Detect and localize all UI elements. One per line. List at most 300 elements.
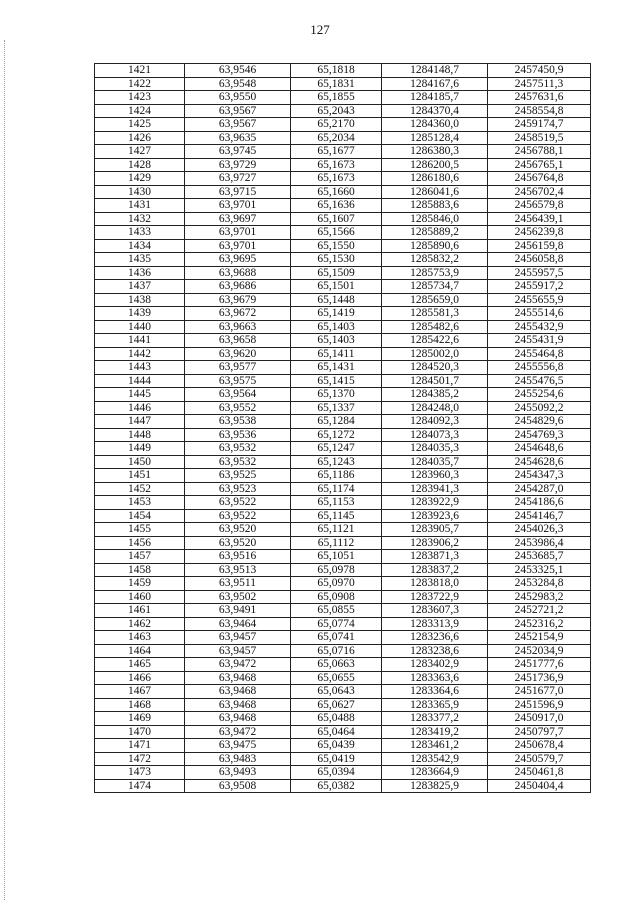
- point-number-cell: 1429: [95, 172, 185, 186]
- coord-y-cell: 2454769,3: [488, 428, 591, 442]
- coord-x-cell: 1284248,0: [382, 401, 488, 415]
- latitude-cell: 63,9532: [185, 455, 291, 469]
- table-row: [95, 145, 591, 159]
- longitude-cell: 65,1673: [291, 172, 382, 186]
- coord-y-cell: 2454186,6: [488, 496, 591, 510]
- coord-x-cell: 1283941,3: [382, 482, 488, 496]
- coord-x-cell: 1284370,4: [382, 104, 488, 118]
- point-number-cell: 1434: [95, 239, 185, 253]
- coord-x-cell: 1285846,0: [382, 212, 488, 226]
- table-row: [95, 401, 591, 415]
- latitude-cell: 63,9567: [185, 118, 291, 132]
- longitude-cell: 65,1411: [291, 347, 382, 361]
- coord-x-cell: 1283664,9: [382, 766, 488, 780]
- coord-y-cell: 2454026,3: [488, 523, 591, 537]
- latitude-cell: 63,9688: [185, 266, 291, 280]
- page-number: 127: [310, 22, 330, 37]
- latitude-cell: 63,9701: [185, 226, 291, 240]
- longitude-cell: 65,1660: [291, 185, 382, 199]
- table-row: [95, 604, 591, 618]
- longitude-cell: 65,1415: [291, 374, 382, 388]
- page-edge-rule: [4, 40, 5, 900]
- latitude-cell: 63,9457: [185, 644, 291, 658]
- longitude-cell: 65,1818: [291, 64, 382, 78]
- longitude-cell: 65,0741: [291, 631, 382, 645]
- coord-y-cell: 2455431,9: [488, 334, 591, 348]
- coord-y-cell: 2456788,1: [488, 145, 591, 159]
- longitude-cell: 65,2170: [291, 118, 382, 132]
- longitude-cell: 65,0382: [291, 779, 382, 793]
- coord-x-cell: 1285002,0: [382, 347, 488, 361]
- longitude-cell: 65,1431: [291, 361, 382, 375]
- coord-x-cell: 1285422,6: [382, 334, 488, 348]
- longitude-cell: 65,1174: [291, 482, 382, 496]
- coord-x-cell: 1283236,6: [382, 631, 488, 645]
- coord-y-cell: 2456764,8: [488, 172, 591, 186]
- point-number-cell: 1424: [95, 104, 185, 118]
- coord-x-cell: 1285128,4: [382, 131, 488, 145]
- table-row: [95, 172, 591, 186]
- coord-x-cell: 1283542,9: [382, 752, 488, 766]
- table-row: [95, 685, 591, 699]
- longitude-cell: 65,0663: [291, 658, 382, 672]
- coord-y-cell: 2456439,1: [488, 212, 591, 226]
- table-row: [95, 307, 591, 321]
- coord-y-cell: 2451736,9: [488, 671, 591, 685]
- point-number-cell: 1474: [95, 779, 185, 793]
- latitude-cell: 63,9493: [185, 766, 291, 780]
- coord-y-cell: 2456239,8: [488, 226, 591, 240]
- coord-x-cell: 1284360,0: [382, 118, 488, 132]
- coord-x-cell: 1286180,6: [382, 172, 488, 186]
- table-row: [95, 415, 591, 429]
- table-row: [95, 644, 591, 658]
- table-row: [95, 131, 591, 145]
- coord-y-cell: 2453284,8: [488, 577, 591, 591]
- coord-x-cell: 1285883,6: [382, 199, 488, 213]
- point-number-cell: 1423: [95, 91, 185, 105]
- coord-x-cell: 1285734,7: [382, 280, 488, 294]
- latitude-cell: 63,9701: [185, 239, 291, 253]
- table-row: [95, 104, 591, 118]
- coord-y-cell: 2450797,7: [488, 725, 591, 739]
- point-number-cell: 1422: [95, 77, 185, 91]
- table-row: [95, 199, 591, 213]
- point-number-cell: 1433: [95, 226, 185, 240]
- coord-x-cell: 1283871,3: [382, 550, 488, 564]
- coord-y-cell: 2451596,9: [488, 698, 591, 712]
- point-number-cell: 1461: [95, 604, 185, 618]
- table-row: [95, 523, 591, 537]
- point-number-cell: 1438: [95, 293, 185, 307]
- coord-x-cell: 1283722,9: [382, 590, 488, 604]
- coord-y-cell: 2450678,4: [488, 739, 591, 753]
- longitude-cell: 65,1855: [291, 91, 382, 105]
- table-row: [95, 293, 591, 307]
- latitude-cell: 63,9508: [185, 779, 291, 793]
- table-row: [95, 77, 591, 91]
- latitude-cell: 63,9538: [185, 415, 291, 429]
- longitude-cell: 65,1051: [291, 550, 382, 564]
- latitude-cell: 63,9686: [185, 280, 291, 294]
- longitude-cell: 65,1186: [291, 469, 382, 483]
- coord-x-cell: 1284092,3: [382, 415, 488, 429]
- longitude-cell: 65,1370: [291, 388, 382, 402]
- point-number-cell: 1426: [95, 131, 185, 145]
- coord-x-cell: 1283906,2: [382, 536, 488, 550]
- coord-x-cell: 1283922,9: [382, 496, 488, 510]
- point-number-cell: 1444: [95, 374, 185, 388]
- coord-y-cell: 2455464,8: [488, 347, 591, 361]
- coord-x-cell: 1283365,9: [382, 698, 488, 712]
- longitude-cell: 65,1501: [291, 280, 382, 294]
- longitude-cell: 65,1419: [291, 307, 382, 321]
- latitude-cell: 63,9520: [185, 523, 291, 537]
- point-number-cell: 1448: [95, 428, 185, 442]
- coord-x-cell: 1285581,3: [382, 307, 488, 321]
- coord-x-cell: 1284073,3: [382, 428, 488, 442]
- coord-y-cell: 2456765,1: [488, 158, 591, 172]
- longitude-cell: 65,1247: [291, 442, 382, 456]
- point-number-cell: 1442: [95, 347, 185, 361]
- table-row: [95, 226, 591, 240]
- coord-y-cell: 2454648,6: [488, 442, 591, 456]
- longitude-cell: 65,1243: [291, 455, 382, 469]
- longitude-cell: 65,1550: [291, 239, 382, 253]
- point-number-cell: 1428: [95, 158, 185, 172]
- latitude-cell: 63,9575: [185, 374, 291, 388]
- coord-y-cell: 2452034,9: [488, 644, 591, 658]
- point-number-cell: 1453: [95, 496, 185, 510]
- coordinates-table: [94, 63, 591, 793]
- point-number-cell: 1458: [95, 563, 185, 577]
- coord-y-cell: 2452983,2: [488, 590, 591, 604]
- longitude-cell: 65,1566: [291, 226, 382, 240]
- table-row: [95, 347, 591, 361]
- table-row: [95, 671, 591, 685]
- point-number-cell: 1451: [95, 469, 185, 483]
- coord-x-cell: 1284520,3: [382, 361, 488, 375]
- point-number-cell: 1469: [95, 712, 185, 726]
- point-number-cell: 1466: [95, 671, 185, 685]
- point-number-cell: 1439: [95, 307, 185, 321]
- coord-x-cell: 1283905,7: [382, 523, 488, 537]
- longitude-cell: 65,1530: [291, 253, 382, 267]
- table-row: [95, 158, 591, 172]
- coord-y-cell: 2455556,8: [488, 361, 591, 375]
- point-number-cell: 1449: [95, 442, 185, 456]
- coord-y-cell: 2450404,4: [488, 779, 591, 793]
- latitude-cell: 63,9513: [185, 563, 291, 577]
- table-row: [95, 779, 591, 793]
- longitude-cell: 65,1112: [291, 536, 382, 550]
- latitude-cell: 63,9516: [185, 550, 291, 564]
- point-number-cell: 1437: [95, 280, 185, 294]
- coord-x-cell: 1283818,0: [382, 577, 488, 591]
- latitude-cell: 63,9567: [185, 104, 291, 118]
- point-number-cell: 1447: [95, 415, 185, 429]
- point-number-cell: 1473: [95, 766, 185, 780]
- latitude-cell: 63,9552: [185, 401, 291, 415]
- coord-x-cell: 1284148,7: [382, 64, 488, 78]
- table-row: [95, 590, 591, 604]
- longitude-cell: 65,0643: [291, 685, 382, 699]
- longitude-cell: 65,0774: [291, 617, 382, 631]
- point-number-cell: 1455: [95, 523, 185, 537]
- point-number-cell: 1460: [95, 590, 185, 604]
- latitude-cell: 63,9548: [185, 77, 291, 91]
- latitude-cell: 63,9511: [185, 577, 291, 591]
- longitude-cell: 65,0978: [291, 563, 382, 577]
- coord-y-cell: 2455092,2: [488, 401, 591, 415]
- coord-y-cell: 2454628,6: [488, 455, 591, 469]
- coord-x-cell: 1283363,6: [382, 671, 488, 685]
- latitude-cell: 63,9523: [185, 482, 291, 496]
- coord-x-cell: 1283461,2: [382, 739, 488, 753]
- longitude-cell: 65,0855: [291, 604, 382, 618]
- coord-y-cell: 2454829,6: [488, 415, 591, 429]
- coord-y-cell: 2453685,7: [488, 550, 591, 564]
- latitude-cell: 63,9729: [185, 158, 291, 172]
- table-row: [95, 428, 591, 442]
- latitude-cell: 63,9672: [185, 307, 291, 321]
- table-row: [95, 253, 591, 267]
- latitude-cell: 63,9727: [185, 172, 291, 186]
- coord-x-cell: 1285753,9: [382, 266, 488, 280]
- point-number-cell: 1432: [95, 212, 185, 226]
- longitude-cell: 65,1145: [291, 509, 382, 523]
- coord-x-cell: 1284385,2: [382, 388, 488, 402]
- coord-y-cell: 2452154,9: [488, 631, 591, 645]
- point-number-cell: 1457: [95, 550, 185, 564]
- latitude-cell: 63,9472: [185, 725, 291, 739]
- coord-y-cell: 2455957,5: [488, 266, 591, 280]
- coord-x-cell: 1283607,3: [382, 604, 488, 618]
- table-row: [95, 361, 591, 375]
- longitude-cell: 65,0394: [291, 766, 382, 780]
- point-number-cell: 1471: [95, 739, 185, 753]
- longitude-cell: 65,0627: [291, 698, 382, 712]
- coord-x-cell: 1285890,6: [382, 239, 488, 253]
- latitude-cell: 63,9522: [185, 509, 291, 523]
- coord-x-cell: 1283825,9: [382, 779, 488, 793]
- latitude-cell: 63,9663: [185, 320, 291, 334]
- coord-x-cell: 1283402,9: [382, 658, 488, 672]
- coord-y-cell: 2456159,8: [488, 239, 591, 253]
- table-row: [95, 550, 591, 564]
- longitude-cell: 65,0488: [291, 712, 382, 726]
- coord-x-cell: 1284035,3: [382, 442, 488, 456]
- latitude-cell: 63,9475: [185, 739, 291, 753]
- coord-x-cell: 1283238,6: [382, 644, 488, 658]
- latitude-cell: 63,9468: [185, 671, 291, 685]
- latitude-cell: 63,9472: [185, 658, 291, 672]
- longitude-cell: 65,1607: [291, 212, 382, 226]
- coord-y-cell: 2454347,3: [488, 469, 591, 483]
- coord-y-cell: 2457631,6: [488, 91, 591, 105]
- table-row: [95, 698, 591, 712]
- point-number-cell: 1441: [95, 334, 185, 348]
- table-row: [95, 212, 591, 226]
- table-row: [95, 266, 591, 280]
- coord-x-cell: 1284167,6: [382, 77, 488, 91]
- table-row: [95, 185, 591, 199]
- longitude-cell: 65,1509: [291, 266, 382, 280]
- table-row: [95, 577, 591, 591]
- table-row: [95, 334, 591, 348]
- latitude-cell: 63,9550: [185, 91, 291, 105]
- coord-x-cell: 1283837,2: [382, 563, 488, 577]
- coord-y-cell: 2454146,7: [488, 509, 591, 523]
- table-row: [95, 509, 591, 523]
- coord-y-cell: 2451777,6: [488, 658, 591, 672]
- longitude-cell: 65,2034: [291, 131, 382, 145]
- coord-y-cell: 2451677,0: [488, 685, 591, 699]
- table-row: [95, 563, 591, 577]
- longitude-cell: 65,0908: [291, 590, 382, 604]
- coord-y-cell: 2455476,5: [488, 374, 591, 388]
- coord-y-cell: 2457450,9: [488, 64, 591, 78]
- latitude-cell: 63,9697: [185, 212, 291, 226]
- point-number-cell: 1440: [95, 320, 185, 334]
- longitude-cell: 65,1403: [291, 334, 382, 348]
- table-row: [95, 739, 591, 753]
- coord-y-cell: 2456702,4: [488, 185, 591, 199]
- table-row: [95, 496, 591, 510]
- coord-y-cell: 2452316,2: [488, 617, 591, 631]
- longitude-cell: 65,1636: [291, 199, 382, 213]
- coord-y-cell: 2455917,2: [488, 280, 591, 294]
- coord-x-cell: 1283419,2: [382, 725, 488, 739]
- table-row: [95, 617, 591, 631]
- coord-y-cell: 2455655,9: [488, 293, 591, 307]
- point-number-cell: 1435: [95, 253, 185, 267]
- point-number-cell: 1459: [95, 577, 185, 591]
- coord-y-cell: 2453325,1: [488, 563, 591, 577]
- point-number-cell: 1463: [95, 631, 185, 645]
- coordinates-table-body: [95, 64, 591, 793]
- longitude-cell: 65,0419: [291, 752, 382, 766]
- point-number-cell: 1454: [95, 509, 185, 523]
- table-row: [95, 320, 591, 334]
- latitude-cell: 63,9745: [185, 145, 291, 159]
- coord-y-cell: 2452721,2: [488, 604, 591, 618]
- coord-x-cell: 1283923,6: [382, 509, 488, 523]
- longitude-cell: 65,1272: [291, 428, 382, 442]
- latitude-cell: 63,9520: [185, 536, 291, 550]
- latitude-cell: 63,9577: [185, 361, 291, 375]
- latitude-cell: 63,9701: [185, 199, 291, 213]
- point-number-cell: 1467: [95, 685, 185, 699]
- table-row: [95, 442, 591, 456]
- latitude-cell: 63,9536: [185, 428, 291, 442]
- point-number-cell: 1456: [95, 536, 185, 550]
- point-number-cell: 1436: [95, 266, 185, 280]
- table-row: [95, 658, 591, 672]
- point-number-cell: 1421: [95, 64, 185, 78]
- table-row: [95, 712, 591, 726]
- coord-x-cell: 1286380,3: [382, 145, 488, 159]
- latitude-cell: 63,9715: [185, 185, 291, 199]
- coord-y-cell: 2455254,6: [488, 388, 591, 402]
- coord-x-cell: 1285832,2: [382, 253, 488, 267]
- coord-y-cell: 2458554,8: [488, 104, 591, 118]
- coord-x-cell: 1285482,6: [382, 320, 488, 334]
- coord-x-cell: 1283377,2: [382, 712, 488, 726]
- latitude-cell: 63,9468: [185, 685, 291, 699]
- point-number-cell: 1450: [95, 455, 185, 469]
- latitude-cell: 63,9658: [185, 334, 291, 348]
- point-number-cell: 1431: [95, 199, 185, 213]
- longitude-cell: 65,0464: [291, 725, 382, 739]
- point-number-cell: 1468: [95, 698, 185, 712]
- coord-y-cell: 2450917,0: [488, 712, 591, 726]
- table-row: [95, 482, 591, 496]
- table-row: [95, 64, 591, 78]
- longitude-cell: 65,1448: [291, 293, 382, 307]
- latitude-cell: 63,9564: [185, 388, 291, 402]
- coord-y-cell: 2450579,7: [488, 752, 591, 766]
- coord-y-cell: 2450461,8: [488, 766, 591, 780]
- longitude-cell: 65,1337: [291, 401, 382, 415]
- coord-y-cell: 2455432,9: [488, 320, 591, 334]
- latitude-cell: 63,9464: [185, 617, 291, 631]
- table-row: [95, 766, 591, 780]
- coord-y-cell: 2457511,3: [488, 77, 591, 91]
- latitude-cell: 63,9695: [185, 253, 291, 267]
- coord-x-cell: 1286200,5: [382, 158, 488, 172]
- latitude-cell: 63,9468: [185, 712, 291, 726]
- coord-x-cell: 1286041,6: [382, 185, 488, 199]
- latitude-cell: 63,9457: [185, 631, 291, 645]
- latitude-cell: 63,9502: [185, 590, 291, 604]
- longitude-cell: 65,1121: [291, 523, 382, 537]
- table-row: [95, 239, 591, 253]
- coord-y-cell: 2454287,0: [488, 482, 591, 496]
- point-number-cell: 1465: [95, 658, 185, 672]
- longitude-cell: 65,1284: [291, 415, 382, 429]
- longitude-cell: 65,0439: [291, 739, 382, 753]
- latitude-cell: 63,9491: [185, 604, 291, 618]
- point-number-cell: 1446: [95, 401, 185, 415]
- point-number-cell: 1462: [95, 617, 185, 631]
- table-row: [95, 631, 591, 645]
- point-number-cell: 1464: [95, 644, 185, 658]
- longitude-cell: 65,2043: [291, 104, 382, 118]
- point-number-cell: 1427: [95, 145, 185, 159]
- coord-x-cell: 1284185,7: [382, 91, 488, 105]
- coord-x-cell: 1283960,3: [382, 469, 488, 483]
- longitude-cell: 65,1677: [291, 145, 382, 159]
- coord-y-cell: 2459174,7: [488, 118, 591, 132]
- latitude-cell: 63,9468: [185, 698, 291, 712]
- coord-y-cell: 2455514,6: [488, 307, 591, 321]
- latitude-cell: 63,9525: [185, 469, 291, 483]
- latitude-cell: 63,9483: [185, 752, 291, 766]
- table-row: [95, 388, 591, 402]
- latitude-cell: 63,9522: [185, 496, 291, 510]
- coord-x-cell: 1284501,7: [382, 374, 488, 388]
- table-row: [95, 455, 591, 469]
- longitude-cell: 65,0716: [291, 644, 382, 658]
- coord-x-cell: 1283364,6: [382, 685, 488, 699]
- coord-y-cell: 2453986,4: [488, 536, 591, 550]
- coord-y-cell: 2458519,5: [488, 131, 591, 145]
- point-number-cell: 1445: [95, 388, 185, 402]
- table-row: [95, 725, 591, 739]
- coord-x-cell: 1284035,7: [382, 455, 488, 469]
- coord-y-cell: 2456058,8: [488, 253, 591, 267]
